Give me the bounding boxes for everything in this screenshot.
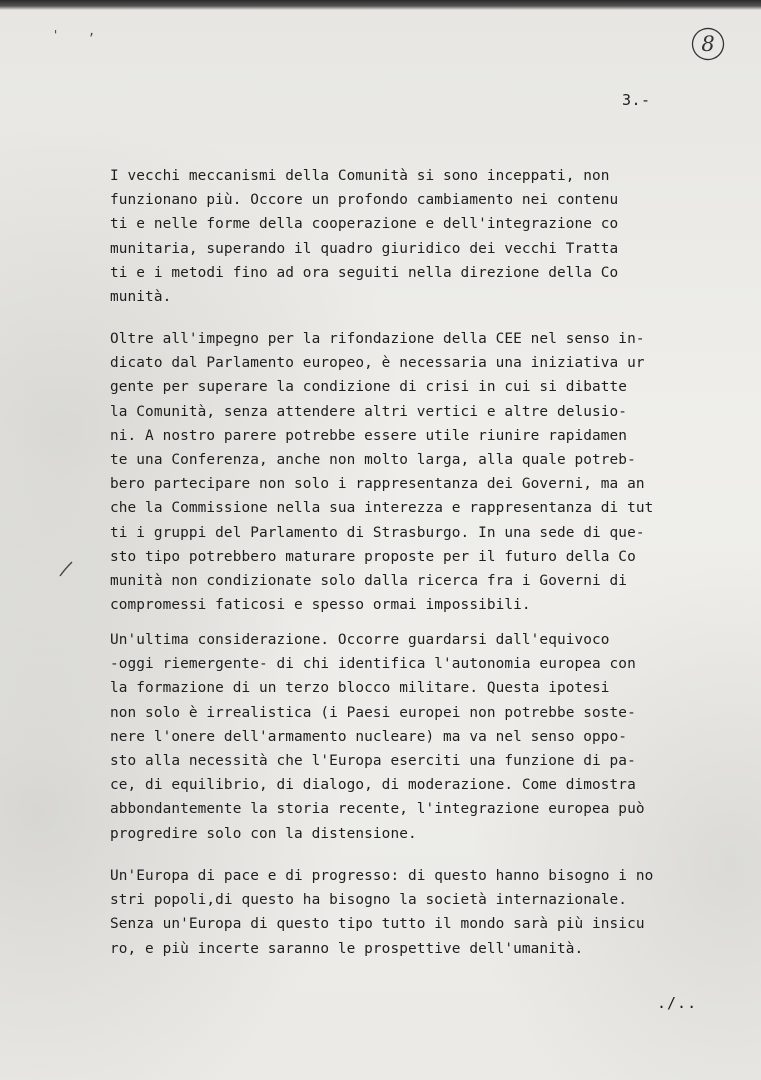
scan-top-edge xyxy=(0,0,761,10)
text-line: la Comunità, senza attendere altri vertici e altre delusio- xyxy=(110,403,628,420)
text-line: munitaria, superando il quadro giuridico dei vecchi Tratta xyxy=(110,240,619,257)
text-line: -oggi riemergente- di chi identifica l'autonomia europea con xyxy=(110,656,636,673)
text-line: ni. A nostro parere potrebbe essere utile riunire rapidamen xyxy=(110,427,628,444)
paragraph xyxy=(110,164,690,309)
text-line: munità. xyxy=(110,289,172,306)
text-line: sto alla necessità che l'Europa eserciti una funzione di pa- xyxy=(110,753,636,770)
text-line: munità non condizionate solo dalla ricerca fra i Governi di xyxy=(110,573,628,590)
stray-mark: ' xyxy=(52,28,60,42)
text-line: te una Conferenza, anche non molto larga, alla quale potreb- xyxy=(110,452,636,469)
text-line: stri popoli,di questo ha bisogno la società internazionale. xyxy=(110,892,628,909)
text-line: non solo è irrealistica (i Paesi europei non potrebbe soste- xyxy=(110,704,636,721)
handwritten-page-mark xyxy=(690,26,726,62)
text-line: ti e nelle forme della cooperazione e dell'integrazione co xyxy=(110,216,619,233)
text-line: ti i gruppi del Parlamento di Strasburgo. In una sede di que- xyxy=(110,524,645,541)
stray-mark: , xyxy=(88,24,96,38)
text-line: abbondantemente la storia recente, l'integrazione europea può xyxy=(110,801,645,818)
text-line: dicato dal Parlamento europeo, è necessaria una iniziativa ur xyxy=(110,355,645,372)
paragraph xyxy=(110,628,690,846)
text-line: ti e i metodi fino ad ora seguiti nella direzione della Co xyxy=(110,264,619,281)
margin-pencil-mark xyxy=(58,558,74,578)
text-line: Un'ultima considerazione. Occorre guardarsi dall'equivoco xyxy=(110,632,610,648)
text-line: compromessi faticosi e spesso ormai impossibili. xyxy=(110,597,531,614)
text-line: sto tipo potrebbero maturare proposte per il futuro della Co xyxy=(110,548,636,565)
page-mark-text: 8 xyxy=(701,32,715,56)
text-line: Senza un'Europa di questo tipo tutto il mondo sarà più insicu xyxy=(110,916,645,933)
text-line: Un'Europa di pace e di progresso: di questo hanno bisogno i no xyxy=(110,868,654,884)
text-line: progredire solo con la distensione. xyxy=(110,825,417,842)
text-line: la formazione di un terzo blocco militare. Questa ipotesi xyxy=(110,680,610,697)
text-line: ro, e più incerte saranno le prospettive dell'umanità. xyxy=(110,940,584,957)
text-line: Oltre all'impegno per la rifondazione della CEE nel senso in- xyxy=(110,331,645,347)
text-line: gente per superare la condizione di crisi in cui si dibatte xyxy=(110,379,628,396)
page-number: 3.- xyxy=(622,91,651,109)
text-line: bero partecipare non solo i rappresentanza dei Governi, ma an xyxy=(110,476,645,493)
continuation-mark: ./.. xyxy=(657,994,698,1012)
text-line: funzionano più. Occore un profondo cambiamento nei contenu xyxy=(110,192,619,209)
text-line: ce, di equilibrio, di dialogo, di moderazione. Come dimostra xyxy=(110,777,636,794)
text-line: nere l'onere dell'armamento nucleare) ma va nel senso oppo- xyxy=(110,728,628,745)
text-line: I vecchi meccanismi della Comunità si sono inceppati, non xyxy=(110,168,610,184)
text-line: che la Commissione nella sua interezza e rappresentanza di tut xyxy=(110,500,654,517)
paragraph xyxy=(110,864,690,961)
paragraph xyxy=(110,327,690,617)
